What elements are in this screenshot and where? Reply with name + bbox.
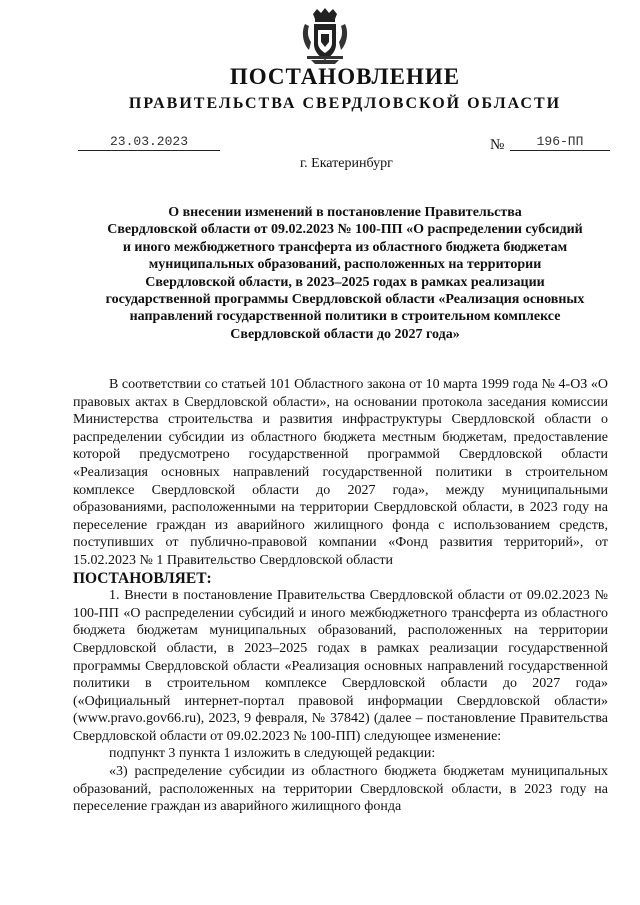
document-body xyxy=(73,376,608,816)
document-heading xyxy=(75,204,615,343)
quote-paragraph: «3) распределение субсидии из областного бюджета бюджетам муниципальных образований, расположенных на территории Свердловской области, в 2023 году на переселение граждан из аварийного жилищного фонда xyxy=(73,764,608,815)
heading-line: муниципальных образований, расположенных на территории xyxy=(148,257,542,273)
coat-of-arms-icon xyxy=(299,6,351,66)
heading-line: Свердловской области, в 2023–2025 годах в рамках реализации xyxy=(145,274,545,290)
heading-line: государственной программы Свердловской области «Реализация основных xyxy=(105,292,585,308)
heading-line: О внесении изменений в постановление Правительства xyxy=(168,205,522,220)
document-number: 196-ПП xyxy=(510,134,610,151)
item-1-paragraph: 1. Внести в постановление Правительства Свердловской области от 09.02.2023 № 100-ПП «О распределении субсидий и иного межбюджетного трансферта из областного бюджета бюджетам муниципальных образований, расположенных на территории Свердловской области, в 2023–2025 годах в рамках реализации государственной программы Свердловской области «Реализация основных направлений государственной политики в строительном комплексе Свердловской области до 2027 года» («Официальный интернет-портал правовой информации Свердловской области» (www.pravo.gov66.ru), 2023, 9 февраля, № 37842) (далее – постановление Правительства Свердловской области от 09.02.2023 № 100-ПП) следующее изменение: xyxy=(73,588,608,744)
heading-line: и иного межбюджетного трансферта из областного бюджета бюджетам xyxy=(122,239,568,255)
heading-line: Свердловской области до 2027 года» xyxy=(230,326,460,342)
number-label: № xyxy=(490,137,505,153)
document-city: г. Екатеринбург xyxy=(300,156,393,171)
subitem-paragraph: подпункт 3 пункта 1 изложить в следующей редакции: xyxy=(109,746,436,762)
document-title: ПОСТАНОВЛЕНИЕ xyxy=(229,64,461,89)
resolves-label: ПОСТАНОВЛЯЕТ: xyxy=(73,569,212,587)
heading-line: Свердловской области от 09.02.2023 № 100-ПП «О распределении субсидий xyxy=(107,222,583,238)
preamble-paragraph: В соответствии со статьей 101 Областного закона от 10 марта 1999 года № 4-ОЗ «О правовых актах в Свердловской области», на основании протокола заседания комиссии Министерства строительства и развития инфраструктуры Свердловской области о распределении субсидии из областного бюджета местным бюджетам, предоставление которой предусмотрено государственной программой Свердловской области «Реализация основных направлений государственной политики в строительном комплексе Свердловской области до 2027 года», между муниципальными образованиями, расположенными на территории Свердловской области, в 2023 году на переселение граждан из аварийного жилищного фонда с использованием средств, поступивших от публично-правовой компании «Фонд развития территорий», от 15.02.2023 № 1 Правительство Свердловской области xyxy=(73,377,608,568)
document-subtitle: ПРАВИТЕЛЬСТВА СВЕРДЛОВСКОЙ ОБЛАСТИ xyxy=(128,95,562,112)
document-date: 23.03.2023 xyxy=(78,134,220,151)
heading-line: направлений государственной политики в строительном комплексе xyxy=(129,309,561,325)
